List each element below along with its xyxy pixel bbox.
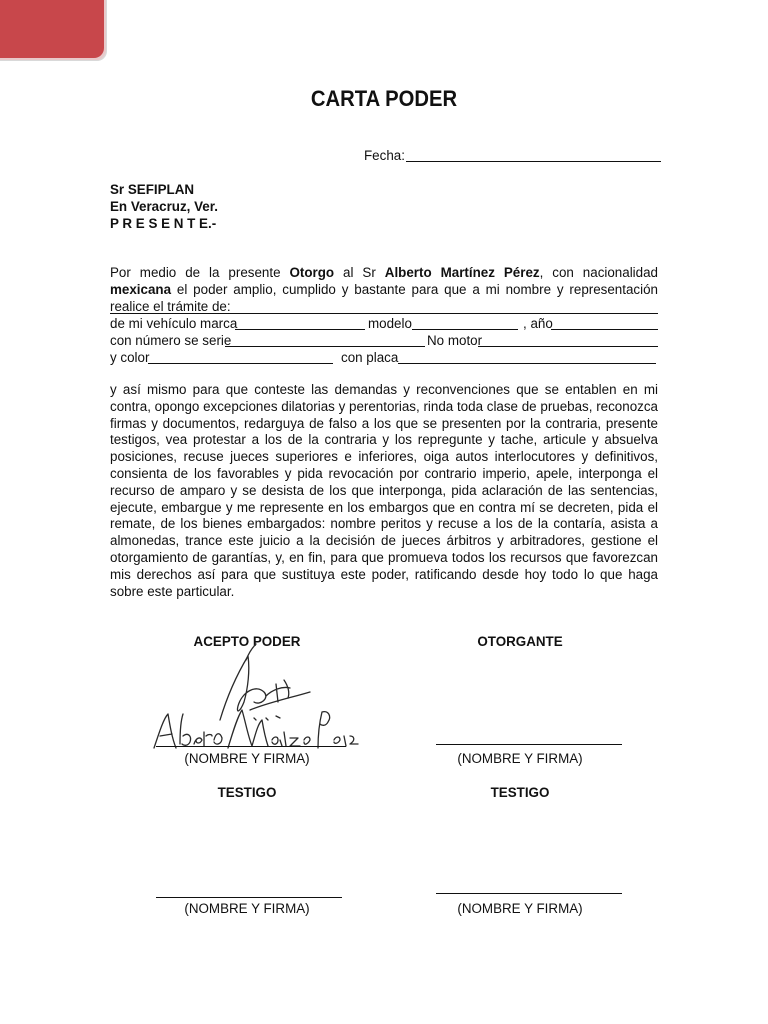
intro-otorgo: Otorgo xyxy=(289,265,335,280)
color-label: y color xyxy=(110,350,150,365)
motor-label: No motor xyxy=(427,333,483,348)
recipient-line-3: P R E S E N T E.- xyxy=(110,215,217,231)
testigo-left-heading: TESTIGO xyxy=(217,785,277,800)
placa-blank-line xyxy=(398,363,656,364)
vehicle-row-marca xyxy=(110,316,237,331)
testigo-right-caption: (NOMBRE Y FIRMA) xyxy=(457,901,583,916)
handwritten-signature xyxy=(150,640,360,760)
testigo-left-caption: (NOMBRE Y FIRMA) xyxy=(184,901,310,916)
acepto-signature-line xyxy=(156,746,346,747)
otorgante-caption: (NOMBRE Y FIRMA) xyxy=(457,751,583,766)
testigo-right-heading: TESTIGO xyxy=(490,785,550,800)
color-blank-line xyxy=(148,363,333,364)
acepto-poder-heading: ACEPTO PODER xyxy=(193,634,301,649)
testigo-left-signature-line xyxy=(156,897,342,898)
serie-blank-line xyxy=(225,346,425,347)
nationality: mexicana xyxy=(110,281,172,297)
recipient-line-2: En Veracruz, Ver. xyxy=(110,198,218,214)
fecha-blank-line xyxy=(406,161,661,162)
intro-text-1: Por medio de la presente xyxy=(110,265,290,280)
marca-blank-line xyxy=(235,329,365,330)
acepto-caption: (NOMBRE Y FIRMA) xyxy=(184,751,310,766)
intro-text-2: al Sr xyxy=(334,265,385,280)
recipient-block xyxy=(110,182,218,232)
motor-blank-line xyxy=(478,346,658,347)
powers-paragraph: y así mismo para que conteste las demandas y reconvenciones que se entablen en mi contra, opongo excepciones dilatorias y perentorias, rinda toda clase de pruebas, reconozca firmas y documentos, redarguya de falso a los que se presenten por la contraria, presente testigos, vea protestar a los de la contraria y los repregunte y tache, articule y absuelva posiciones, recuse jueces superiores e inferiores, oiga autos interlocutores y definitivos, consienta de los favorables y pida revocación por contrario imperio, apele, interponga el recurso de amparo y se desista de los que interponga, pida aclaración de las sentencias, ejecute, embargue y me represente en los embargos que en contra mí se decreten, pida el remate, de los bienes embargados: nombre peritos y recuse a los de la contaría, asista a almonedas, trance este juicio a la decisión de jueces árbitros y arbitradores, gestione el otorgamiento de garantías, y, en fin, para que promueva todos los recursos que favorezcan mis derechos así para que sustituya este poder, ratificando desde hoy todo lo que haga sobre este particular. xyxy=(110,382,658,599)
document-title: CARTA PODER xyxy=(310,86,458,111)
intro-text-3: , con nacionalidad xyxy=(539,265,658,280)
recipient-line-1: Sr SEFIPLAN xyxy=(110,182,195,197)
modelo-blank-line xyxy=(412,329,518,330)
fecha-label: Fecha: xyxy=(364,148,405,163)
marca-label: de mi vehículo marca xyxy=(110,316,238,331)
anio-label: , año xyxy=(523,316,553,331)
anio-blank-line xyxy=(551,329,658,330)
intro-text-4: el poder amplio, cumplido y bastante para que a mi nombre y representación realice el trámite de: xyxy=(110,281,658,314)
otorgante-signature-line xyxy=(436,744,622,745)
intro-paragraph xyxy=(110,265,658,315)
corner-tab-decoration xyxy=(0,0,104,58)
serie-label: con número se serie xyxy=(110,333,232,348)
attorney-name: Alberto Martínez Pérez xyxy=(384,265,540,280)
otorgante-heading: OTORGANTE xyxy=(477,634,563,649)
modelo-label: modelo xyxy=(368,316,412,331)
testigo-right-signature-line xyxy=(436,893,622,894)
placa-label: con placa xyxy=(341,350,399,365)
tramite-blank-line xyxy=(110,313,658,314)
